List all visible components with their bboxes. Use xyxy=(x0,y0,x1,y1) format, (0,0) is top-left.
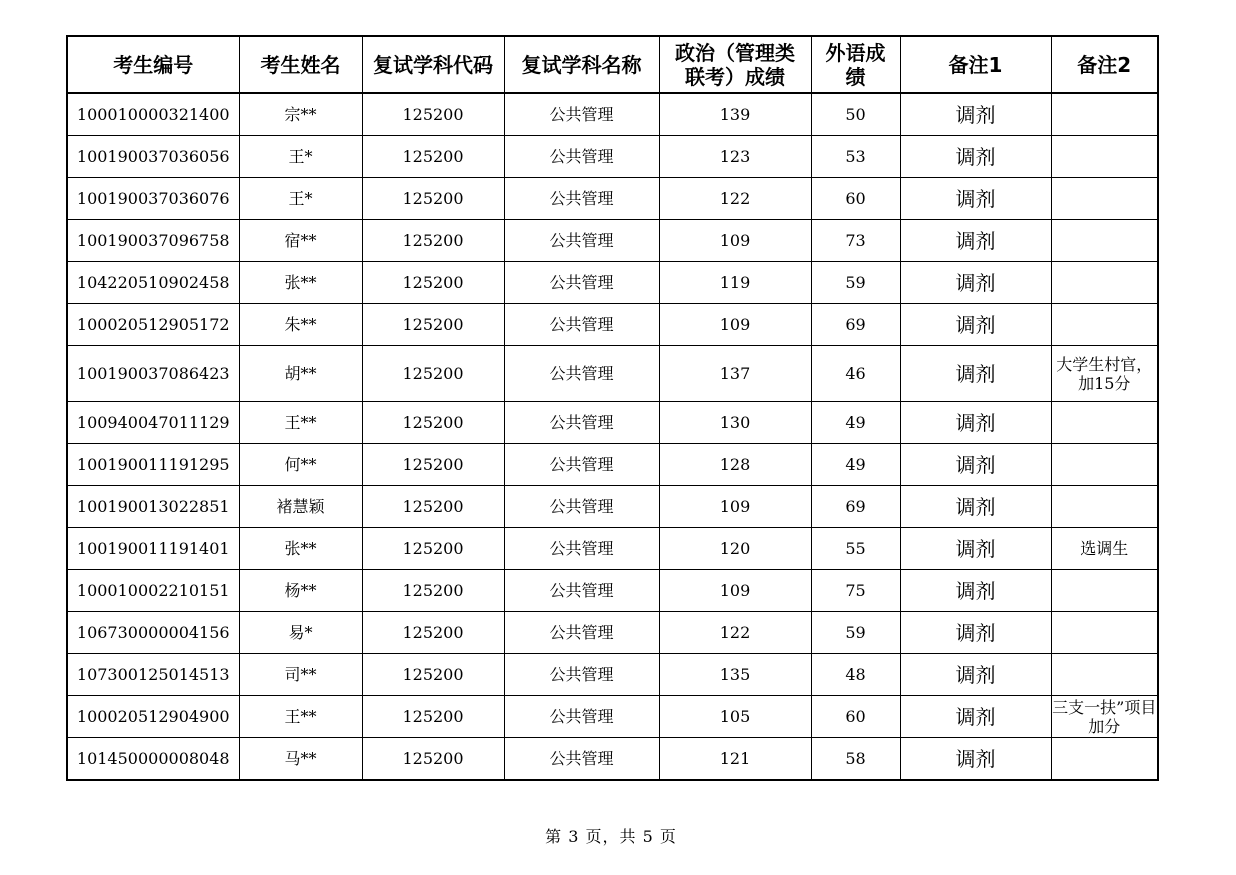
cell-subject-name: 公共管理 xyxy=(504,178,659,220)
cell-subject-name: 公共管理 xyxy=(504,220,659,262)
table-row xyxy=(67,220,1158,262)
header-remark2: 备注2 xyxy=(1051,36,1158,93)
cell-subject-name: 公共管理 xyxy=(504,738,659,781)
cell-subject-name: 公共管理 xyxy=(504,444,659,486)
cell-subject-name: 公共管理 xyxy=(504,304,659,346)
cell-politics-score: 122 xyxy=(659,612,811,654)
cell-exam-id: 100190011191401 xyxy=(67,528,239,570)
table-row xyxy=(67,136,1158,178)
cell-name: 何** xyxy=(239,444,362,486)
cell-subject-name: 公共管理 xyxy=(504,136,659,178)
cell-subject-name: 公共管理 xyxy=(504,612,659,654)
cell-exam-id: 107300125014513 xyxy=(67,654,239,696)
cell-exam-id: 100190013022851 xyxy=(67,486,239,528)
cell-name: 王* xyxy=(239,178,362,220)
cell-remark2 xyxy=(1051,612,1158,654)
cell-subject-code: 125200 xyxy=(362,220,504,262)
header-language-score: 外语成绩 xyxy=(811,36,900,93)
table-row xyxy=(67,486,1158,528)
table-row xyxy=(67,570,1158,612)
cell-subject-code: 125200 xyxy=(362,93,504,136)
table-row xyxy=(67,346,1158,402)
cell-remark1: 调剂 xyxy=(900,528,1051,570)
cell-remark2: 三支一扶”项目加分 xyxy=(1052,697,1157,736)
cell-language-score: 73 xyxy=(811,220,900,262)
header-subject-name: 复试学科名称 xyxy=(504,36,659,93)
table-row xyxy=(67,178,1158,220)
cell-language-score: 50 xyxy=(811,93,900,136)
cell-name: 司** xyxy=(239,654,362,696)
cell-name: 张** xyxy=(239,262,362,304)
header-row xyxy=(67,36,1158,93)
cell-exam-id: 100190037036076 xyxy=(67,178,239,220)
cell-exam-id: 100190037086423 xyxy=(67,346,239,402)
cell-name: 王** xyxy=(239,402,362,444)
cell-name: 王* xyxy=(239,136,362,178)
cell-language-score: 59 xyxy=(811,612,900,654)
cell-politics-score: 109 xyxy=(659,486,811,528)
page-number: 第 3 页，共 5 页 xyxy=(545,827,677,846)
table-row xyxy=(67,654,1158,696)
cell-politics-score: 122 xyxy=(659,178,811,220)
cell-subject-code: 125200 xyxy=(362,612,504,654)
cell-remark1: 调剂 xyxy=(900,178,1051,220)
table-header xyxy=(67,36,1158,93)
cell-politics-score: 120 xyxy=(659,528,811,570)
cell-exam-id: 100020512904900 xyxy=(67,696,239,738)
cell-remark1: 调剂 xyxy=(900,612,1051,654)
cell-exam-id: 100020512905172 xyxy=(67,304,239,346)
score-table xyxy=(66,35,1159,781)
cell-politics-score: 109 xyxy=(659,304,811,346)
cell-subject-name: 公共管理 xyxy=(504,696,659,738)
cell-subject-name: 公共管理 xyxy=(504,486,659,528)
cell-remark1: 调剂 xyxy=(900,486,1051,528)
cell-exam-id: 100190037036056 xyxy=(67,136,239,178)
cell-name: 易* xyxy=(239,612,362,654)
cell-subject-code: 125200 xyxy=(362,346,504,402)
cell-remark1: 调剂 xyxy=(900,654,1051,696)
cell-remark1: 调剂 xyxy=(900,93,1051,136)
cell-subject-name: 公共管理 xyxy=(504,93,659,136)
cell-subject-code: 125200 xyxy=(362,136,504,178)
cell-language-score: 55 xyxy=(811,528,900,570)
cell-remark1: 调剂 xyxy=(900,444,1051,486)
cell-remark2 xyxy=(1051,93,1158,136)
cell-remark2 xyxy=(1051,178,1158,220)
cell-remark2 xyxy=(1051,402,1158,444)
cell-name: 杨** xyxy=(239,570,362,612)
cell-remark2 xyxy=(1051,738,1158,781)
cell-remark1: 调剂 xyxy=(900,346,1051,402)
cell-remark1: 调剂 xyxy=(900,738,1051,781)
cell-subject-name: 公共管理 xyxy=(504,570,659,612)
cell-remark2 xyxy=(1051,220,1158,262)
cell-politics-score: 123 xyxy=(659,136,811,178)
table-row xyxy=(67,738,1158,781)
cell-politics-score: 130 xyxy=(659,402,811,444)
cell-remark1: 调剂 xyxy=(900,262,1051,304)
cell-politics-score: 137 xyxy=(659,346,811,402)
table-row xyxy=(67,402,1158,444)
cell-politics-score: 135 xyxy=(659,654,811,696)
cell-subject-code: 125200 xyxy=(362,304,504,346)
cell-exam-id: 100190037096758 xyxy=(67,220,239,262)
cell-subject-name: 公共管理 xyxy=(504,528,659,570)
cell-remark2: 选调生 xyxy=(1051,528,1158,570)
cell-politics-score: 109 xyxy=(659,220,811,262)
cell-remark2 xyxy=(1051,136,1158,178)
cell-remark1: 调剂 xyxy=(900,136,1051,178)
cell-remark2 xyxy=(1051,262,1158,304)
cell-name: 宿** xyxy=(239,220,362,262)
cell-politics-score: 119 xyxy=(659,262,811,304)
cell-exam-id: 100190011191295 xyxy=(67,444,239,486)
cell-subject-code: 125200 xyxy=(362,444,504,486)
cell-remark1: 调剂 xyxy=(900,220,1051,262)
cell-language-score: 49 xyxy=(811,402,900,444)
cell-name: 宗** xyxy=(239,93,362,136)
cell-language-score: 69 xyxy=(811,486,900,528)
table-body xyxy=(67,93,1158,780)
cell-language-score: 59 xyxy=(811,262,900,304)
cell-language-score: 75 xyxy=(811,570,900,612)
cell-subject-name: 公共管理 xyxy=(504,262,659,304)
table-row xyxy=(67,262,1158,304)
cell-exam-id: 100010002210151 xyxy=(67,570,239,612)
cell-subject-code: 125200 xyxy=(362,486,504,528)
cell-name: 马** xyxy=(239,738,362,781)
cell-remark2 xyxy=(1051,444,1158,486)
cell-subject-code: 125200 xyxy=(362,738,504,781)
header-exam-id: 考生编号 xyxy=(67,36,239,93)
header-remark1: 备注1 xyxy=(900,36,1051,93)
cell-language-score: 53 xyxy=(811,136,900,178)
cell-remark1: 调剂 xyxy=(900,402,1051,444)
table-row xyxy=(67,304,1158,346)
cell-subject-code: 125200 xyxy=(362,402,504,444)
cell-language-score: 58 xyxy=(811,738,900,781)
cell-remark2 xyxy=(1051,486,1158,528)
cell-language-score: 60 xyxy=(811,178,900,220)
table-row xyxy=(67,93,1158,136)
cell-remark2 xyxy=(1051,654,1158,696)
header-subject-code: 复试学科代码 xyxy=(362,36,504,93)
cell-exam-id: 100010000321400 xyxy=(67,93,239,136)
cell-name: 王** xyxy=(239,696,362,738)
cell-language-score: 60 xyxy=(811,696,900,738)
cell-name: 胡** xyxy=(239,346,362,402)
cell-remark2: 大学生村官，加15分 xyxy=(1051,346,1158,402)
cell-remark1: 调剂 xyxy=(900,570,1051,612)
table-row xyxy=(67,696,1158,738)
cell-name: 朱** xyxy=(239,304,362,346)
table-row xyxy=(67,444,1158,486)
cell-politics-score: 128 xyxy=(659,444,811,486)
cell-subject-name: 公共管理 xyxy=(504,346,659,402)
cell-politics-score: 109 xyxy=(659,570,811,612)
table-row xyxy=(67,528,1158,570)
cell-remark1: 调剂 xyxy=(900,696,1051,738)
cell-exam-id: 100940047011129 xyxy=(67,402,239,444)
cell-politics-score: 105 xyxy=(659,696,811,738)
cell-remark2 xyxy=(1051,304,1158,346)
cell-remark2 xyxy=(1051,570,1158,612)
table-row xyxy=(67,612,1158,654)
cell-language-score: 46 xyxy=(811,346,900,402)
cell-exam-id: 104220510902458 xyxy=(67,262,239,304)
cell-remark1: 调剂 xyxy=(900,304,1051,346)
cell-politics-score: 121 xyxy=(659,738,811,781)
cell-subject-name: 公共管理 xyxy=(504,654,659,696)
cell-subject-code: 125200 xyxy=(362,262,504,304)
cell-politics-score: 139 xyxy=(659,93,811,136)
cell-subject-code: 125200 xyxy=(362,570,504,612)
cell-language-score: 49 xyxy=(811,444,900,486)
header-name: 考生姓名 xyxy=(239,36,362,93)
cell-subject-code: 125200 xyxy=(362,528,504,570)
header-politics-score: 政治（管理类联考）成绩 xyxy=(659,36,811,93)
cell-exam-id: 101450000008048 xyxy=(67,738,239,781)
cell-language-score: 48 xyxy=(811,654,900,696)
cell-subject-name: 公共管理 xyxy=(504,402,659,444)
cell-subject-code: 125200 xyxy=(362,696,504,738)
cell-language-score: 69 xyxy=(811,304,900,346)
cell-name: 张** xyxy=(239,528,362,570)
cell-subject-code: 125200 xyxy=(362,654,504,696)
cell-exam-id: 106730000004156 xyxy=(67,612,239,654)
cell-subject-code: 125200 xyxy=(362,178,504,220)
cell-name: 褚慧颖 xyxy=(239,486,362,528)
